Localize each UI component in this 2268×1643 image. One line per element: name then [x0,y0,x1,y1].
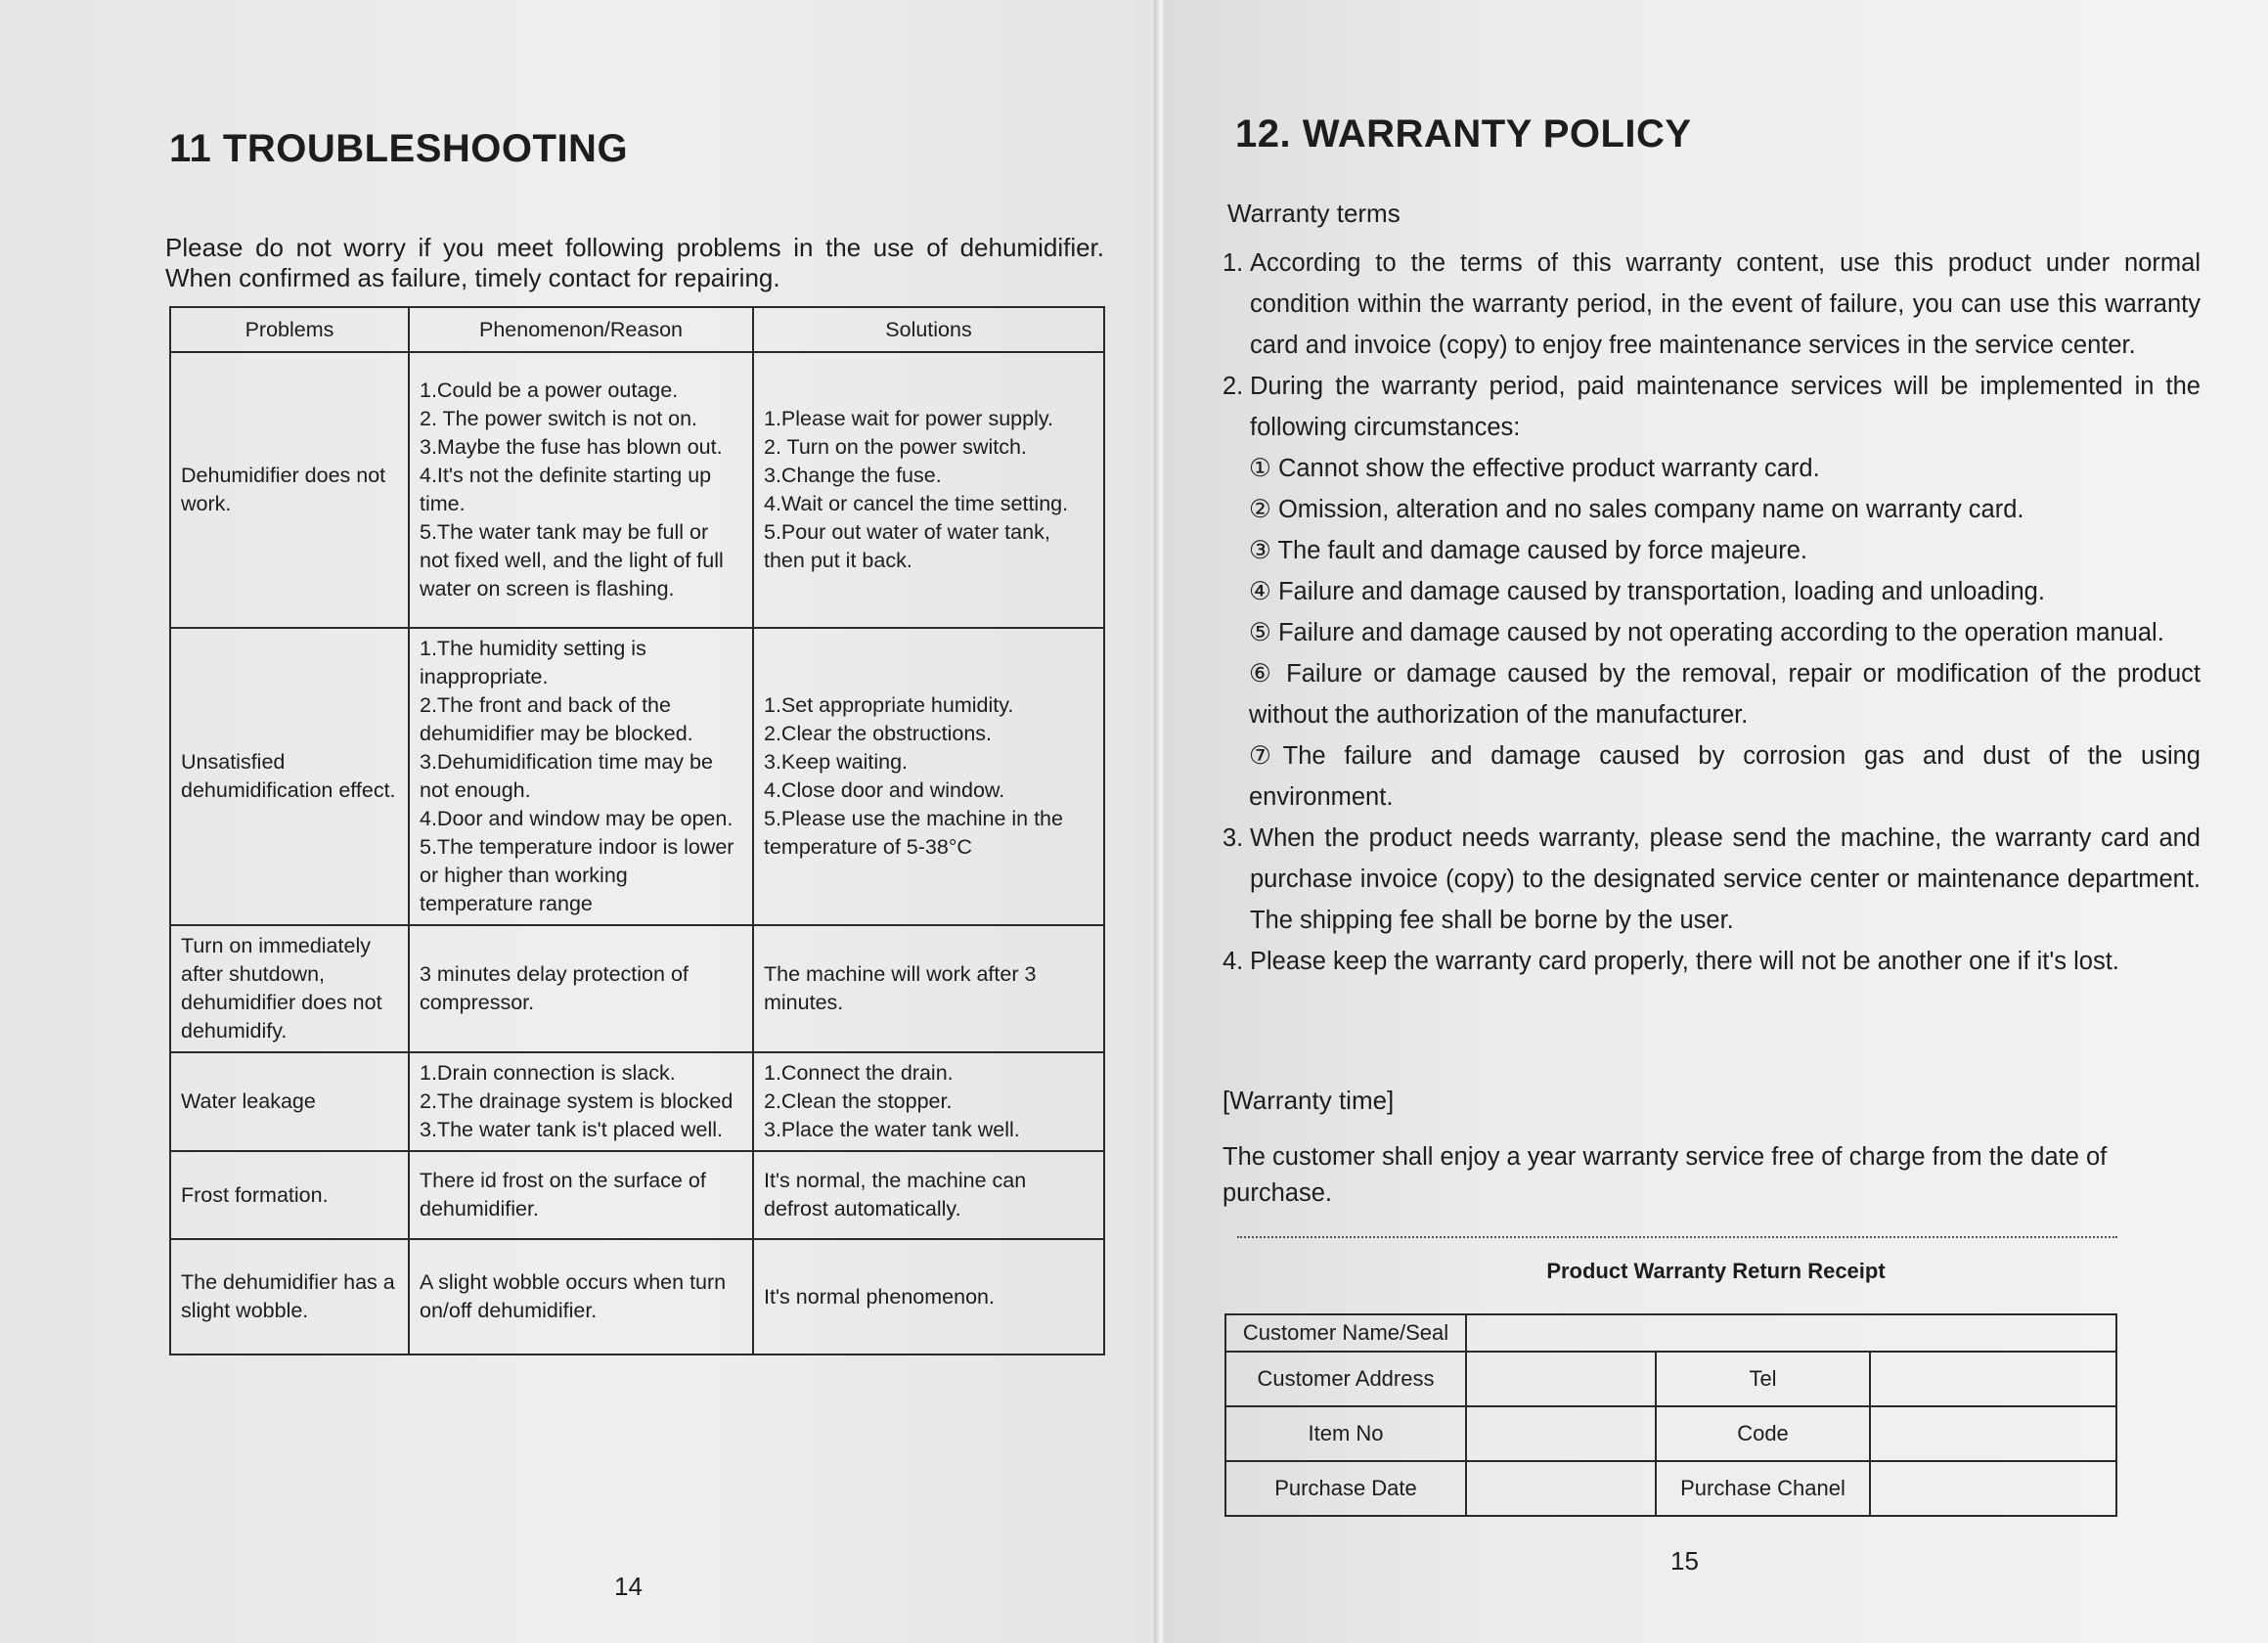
table-row [1225,1314,2116,1352]
problem-cell: Water leakage [170,1052,409,1151]
reason-cell: 1.Drain connection is slack. 2.The drainage system is blocked 3.The water tank is't placed well. [409,1052,753,1151]
reason-cell: 3 minutes delay protection of compressor. [409,925,753,1052]
list-item [1223,818,2201,941]
solution-cell: 1.Please wait for power supply. 2. Turn on the power switch. 3.Change the fuse. 4.Wait or cancel the time setting. 5.Pour out water of water tank, then put it back. [753,352,1104,628]
solution-cell: The machine will work after 3 minutes. [753,925,1104,1052]
cut-line-divider [1237,1236,2117,1238]
item-number: 3. [1223,824,1244,852]
list-item [1223,366,2201,448]
list-item [1223,941,2201,982]
warranty-time-text: The customer shall enjoy a year warranty service free of charge from the date of purchase. [1223,1143,2108,1207]
item-text: Please keep the warranty card properly, there will not be another one if it's lost. [1250,948,2119,975]
intro-text: Please do not worry if you meet following problems in the use of dehumidifier. When confirmed as failure, timely contact for repairing. [165,233,1104,292]
reason-cell: 1.Could be a power outage. 2. The power switch is not on. 3.Maybe the fuse has blown out. 4.It's not the definite starting up time. 5.The water tank may be full or not fixed well, and the light of full water on screen is flashing. [409,352,753,628]
item-no-field[interactable] [1466,1406,1656,1461]
page-15 [1164,0,2268,1643]
header-reason: Phenomenon/Reason [409,307,753,352]
tel-field[interactable] [1870,1352,2116,1406]
problem-cell: Frost formation. [170,1151,409,1239]
circumstance-item: ⑥ Failure or damage caused by the removal, repair or modification of the product without the authorization of the manufacturer. [1249,660,2201,729]
warranty-terms-list [1223,243,2201,982]
section-title: 12. WARRANTY POLICY [1235,112,1692,155]
item-text: According to the terms of this warranty content, use this product under normal condition within the warranty period, in the event of failure, you can use this warranty card and invoice (copy) to enjoy free maintenance services in the service center. [1250,249,2201,359]
table-row [170,1239,1104,1354]
customer-name-label: Customer Name/Seal [1225,1314,1466,1352]
header-solutions: Solutions [753,307,1104,352]
table-row [170,352,1104,628]
page-number: 15 [1670,1546,1699,1576]
list-item [1223,243,2201,366]
item-no-label: Item No [1225,1406,1466,1461]
receipt-title: Product Warranty Return Receipt [1546,1259,1886,1283]
solution-cell: It's normal, the machine can defrost automatically. [753,1151,1104,1239]
customer-address-field[interactable] [1466,1352,1656,1406]
circumstance-item: ① Cannot show the effective product warranty card. [1249,455,1820,482]
header-problems: Problems [170,307,409,352]
table-row [170,1052,1104,1151]
problem-cell: Turn on immediately after shutdown, dehumidifier does not dehumidify. [170,925,409,1052]
tel-label: Tel [1656,1352,1870,1406]
circumstance-item: ③ The fault and damage caused by force majeure. [1249,537,1807,564]
item-number: 2. [1223,373,1244,400]
warranty-time-label: [Warranty time] [1223,1086,1395,1115]
item-number: 1. [1223,249,1244,277]
customer-name-field[interactable] [1466,1314,2116,1352]
solution-cell: 1.Set appropriate humidity. 2.Clear the obstructions. 3.Keep waiting. 4.Close door and window. 5.Please use the machine in the temperature of 5-38°C [753,628,1104,925]
problem-cell: Dehumidifier does not work. [170,352,409,628]
table-row [170,925,1104,1052]
circumstance-item: ⑤ Failure and damage caused by not operating according to the operation manual. [1249,619,2164,646]
table-row [1225,1406,2116,1461]
circumstance-item: ⑦The failure and damage caused by corrosion gas and dust of the using environment. [1249,742,2201,811]
troubleshooting-table [169,306,1105,1355]
problem-cell: The dehumidifier has a slight wobble. [170,1239,409,1354]
table-row [1225,1461,2116,1516]
purchase-date-field[interactable] [1466,1461,1656,1516]
reason-cell: A slight wobble occurs when turn on/off dehumidifier. [409,1239,753,1354]
item-text: During the warranty period, paid maintenance services will be implemented in the following circumstances: [1250,373,2201,441]
table-row [170,1151,1104,1239]
circumstance-item: ④ Failure and damage caused by transportation, loading and unloading. [1249,578,2045,605]
code-label: Code [1656,1406,1870,1461]
solution-cell: 1.Connect the drain. 2.Clean the stopper. 3.Place the water tank well. [753,1052,1104,1151]
purchase-date-label: Purchase Date [1225,1461,1466,1516]
purchase-chanel-label: Purchase Chanel [1656,1461,1870,1516]
reason-cell: There id frost on the surface of dehumidifier. [409,1151,753,1239]
item-text: When the product needs warranty, please send the machine, the warranty card and purchase invoice (copy) to the designated service center or maintenance department. The shipping fee shall be borne by the user. [1250,824,2201,934]
problem-cell: Unsatisfied dehumidification effect. [170,628,409,925]
page-number: 14 [614,1572,643,1601]
reason-cell: 1.The humidity setting is inappropriate. 2.The front and back of the dehumidifier may be blocked. 3.Dehumidification time may be not enough. 4.Door and window may be open. 5.The temperature indoor is lower or higher than working temperature range [409,628,753,925]
customer-address-label: Customer Address [1225,1352,1466,1406]
item-number: 4. [1223,948,1244,975]
circumstance-item: ② Omission, alteration and no sales company name on warranty card. [1249,496,2024,523]
table-header-row [170,307,1104,352]
warranty-receipt-form [1224,1313,2117,1517]
code-field[interactable] [1870,1406,2116,1461]
purchase-chanel-field[interactable] [1870,1461,2116,1516]
solution-cell: It's normal phenomenon. [753,1239,1104,1354]
table-row [170,628,1104,925]
table-row [1225,1352,2116,1406]
warranty-terms-heading: Warranty terms [1227,199,1401,228]
section-title: 11 TROUBLESHOOTING [169,127,629,170]
